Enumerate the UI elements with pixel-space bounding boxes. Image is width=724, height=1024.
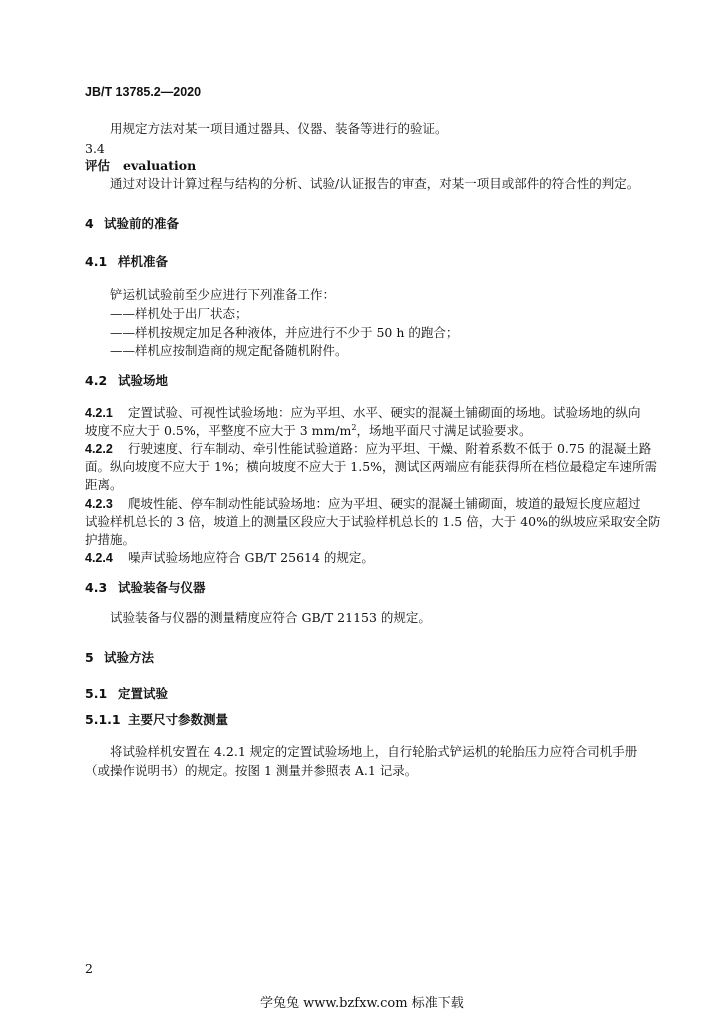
list-item: ——样机按规定加足各种液体，并应进行不少于 50 h 的跑合； [110, 325, 459, 340]
doc-code: JB/T 13785.2—2020 [85, 85, 202, 99]
clause-4-2-3-line-2: 试验样机总长的 3 倍，坡道上的测量区段应大于试验样机总长的 1.5 倍，大于 40%的纵坡应采取安全防 [85, 514, 661, 529]
list-item: ——样机处于出厂状态； [110, 306, 248, 321]
section-4-number: 4 [85, 216, 94, 231]
clause-5-1-1-line-1: 将试验样机安置在 4.2.1 规定的定置试验场地上，自行轮胎式铲运机的轮胎压力应符合司机手册 [110, 744, 638, 759]
clause-4-2-number: 4.2 [85, 373, 108, 388]
watermark: 学兔兔 www.bzfxw.com 标准下载 [260, 996, 464, 1011]
clause-number-3-4: 3.4 [85, 141, 105, 156]
clause-4-2-1-number: 4.2.1 [85, 406, 113, 420]
clause-4-2-1-line-2a: 坡度不应大于 0.5%，平整度不应大于 3 mm/m [85, 423, 352, 438]
clause-5-1-1-title: 主要尺寸参数测量 [128, 712, 229, 727]
clause-4-2-2-number: 4.2.2 [85, 442, 113, 456]
clause-5-1-1-line-2: （或操作说明书）的规定。按图 1 测量并参照表 A.1 记录。 [85, 763, 418, 778]
clause-4-2-1-line-2b: ，场地平面尺寸满足试验要求。 [356, 423, 532, 438]
list-item: ——样机应按制造商的规定配备随机附件。 [110, 343, 348, 358]
clause-4-2-3-line-3: 护措施。 [85, 532, 136, 547]
clause-4-1-number: 4.1 [85, 254, 108, 269]
term-definition: 通过对设计计算过程与结构的分析、试验/认证报告的审查，对某一项目或部件的符合性的判定。 [110, 176, 640, 191]
clause-4-3-number: 4.3 [85, 580, 108, 595]
continued-definition: 用规定方法对某一项目通过器具、仪器、装备等进行的验证。 [110, 121, 448, 136]
clause-4-2-2-line-1: 行驶速度、行车制动、牵引性能试验道路：应为平坦、干燥、附着系数不低于 0.75 的混凝土路 [128, 441, 652, 456]
clause-5-1-title: 定置试验 [118, 686, 169, 701]
clause-4-2-1-line-1: 定置试验、可视性试验场地：应为平坦、水平、硬实的混凝土铺砌面的场地。试验场地的纵向 [128, 405, 641, 420]
clause-4-2-title: 试验场地 [118, 373, 169, 388]
clause-5-1-1-number: 5.1.1 [85, 712, 121, 727]
clause-4-2-2-line-2: 面。纵向坡度不应大于 1%；横向坡度不应大于 1.5%，测试区两端应有能获得所在档位最稳定车速所需 [85, 459, 658, 474]
clause-4-3-body: 试验装备与仪器的测量精度应符合 GB/T 21153 的规定。 [110, 610, 431, 625]
clause-4-2-3-number: 4.2.3 [85, 497, 113, 511]
clause-4-1-title: 样机准备 [118, 254, 169, 269]
section-5-title: 试验方法 [104, 650, 155, 665]
term-en: evaluation [123, 158, 197, 173]
clause-4-3-title: 试验装备与仪器 [118, 580, 206, 595]
page-number: 2 [85, 961, 93, 976]
clause-4-2-1-line-2 [85, 423, 532, 439]
clause-4-2-2-line-3: 距离。 [85, 477, 123, 492]
clause-4-1-intro: 铲运机试验前至少应进行下列准备工作： [110, 287, 336, 302]
section-5-number: 5 [85, 650, 94, 665]
section-4-title: 试验前的准备 [104, 216, 180, 231]
clause-5-1-number: 5.1 [85, 686, 108, 701]
superscript-2: 2 [351, 423, 357, 432]
clause-4-2-4-number: 4.2.4 [85, 551, 113, 565]
clause-4-2-4-line-1: 噪声试验场地应符合 GB/T 25614 的规定。 [128, 550, 374, 565]
clause-4-2-3-line-1: 爬坡性能、停车制动性能试验场地：应为平坦、硬实的混凝土铺砌面，坡道的最短长度应超过 [128, 496, 641, 511]
term-zh: 评估 [85, 158, 111, 173]
